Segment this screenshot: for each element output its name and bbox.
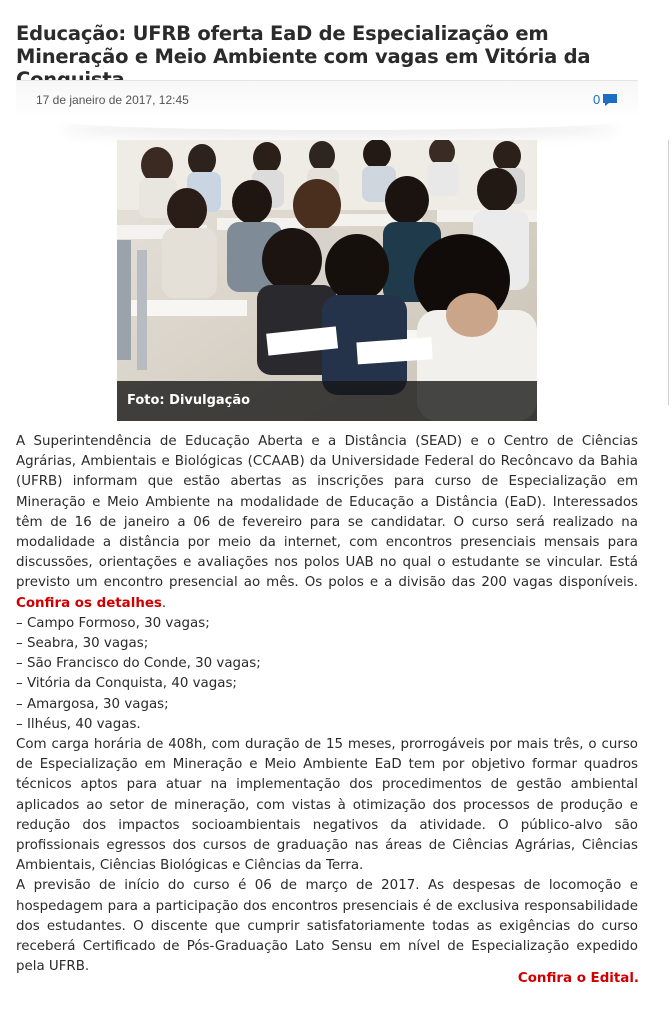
scroll-edge (668, 140, 669, 405)
students-exam-photo (117, 140, 537, 421)
article-body (16, 432, 638, 977)
comments-link[interactable] (593, 92, 618, 107)
edital-link[interactable]: Confira o Edital. (517, 971, 639, 986)
article-title: Educação: UFRB oferta EaD de Especialização em Mineração e Meio Ambiente com vagas em Vitória da (16, 22, 591, 68)
intro-text: A Superintendência de Educação Aberta e a Distância (SEAD) e o Centro de Ciências Agrárias, Ambientais e Biológicas (CCAAB) da Universidade Federal do Recôncavo da Bahia (UFRB) informam que estão abertas as inscrições para curso de Especialização em Mineração e Meio Ambiente na modalidade de Educação a Distância (EaD). Interessados têm de 16 de janeiro a 06 de fevereiro para se candidatar. O curso será realizado na modalidade a distância por meio da internet, com encontros presenciais mensais para discussões, orientações e avaliações nos polos UAB no qual o estudante se vincular. Está previsto um encontro presencial ao mês. Os polos e a divisão das 200 vagas disponíveis. (16, 434, 638, 591)
course-start-paragraph: A previsão de início do curso é 06 de março de 2017. As despesas de locomoção e hospedagem para a participação dos encontros presenciais é de exclusiva responsabilidade dos estudantes. O discente que cumprir satisfatoriamente todas as exigências do curso receberá Certificado de Pós-Graduação Lato Sensu em nível de Especialização expedido pela UFRB. (16, 878, 638, 975)
photo-caption: Foto: Divulgação (117, 381, 537, 421)
publish-date: 17 de janeiro de 2017, 12:45 (36, 93, 189, 107)
polo-item: – São Francisco do Conde, 30 vagas; (16, 656, 261, 672)
polo-item: – Ilhéus, 40 vagas. (16, 716, 141, 732)
article-photo (117, 140, 537, 421)
polo-item: – Vitória da Conquista, 40 vagas; (16, 676, 237, 692)
polo-item: – Campo Formoso, 30 vagas; (16, 615, 210, 631)
details-link[interactable]: Confira os detalhes (16, 595, 162, 611)
polo-item: – Seabra, 30 vagas; (16, 636, 149, 652)
polo-item: – Amargosa, 30 vagas; (16, 696, 169, 712)
comment-bubble-icon (602, 93, 618, 107)
intro-paragraph (16, 432, 638, 614)
course-description-paragraph: Com carga horária de 408h, com duração de 15 meses, prorrogáveis por mais três, o curso de Especialização em Mineração e Meio Ambiente EaD tem por objetivo formar quadros técnicos aptos para atuar na implementação dos procedimentos de gestão ambiental aplicados ao setor de mineração, com vistas à otimização dos processos de produção e redução dos impactos socioambientais negativos da atividade. O público-alvo são profissionais egressos dos cursos de graduação nas áreas de Ciências Agrárias, Ciências Ambientais, Ciências Biológicas e Ciências da Terra. (16, 737, 638, 874)
details-suffix: . (161, 595, 167, 611)
comment-count: 0 (593, 92, 601, 107)
